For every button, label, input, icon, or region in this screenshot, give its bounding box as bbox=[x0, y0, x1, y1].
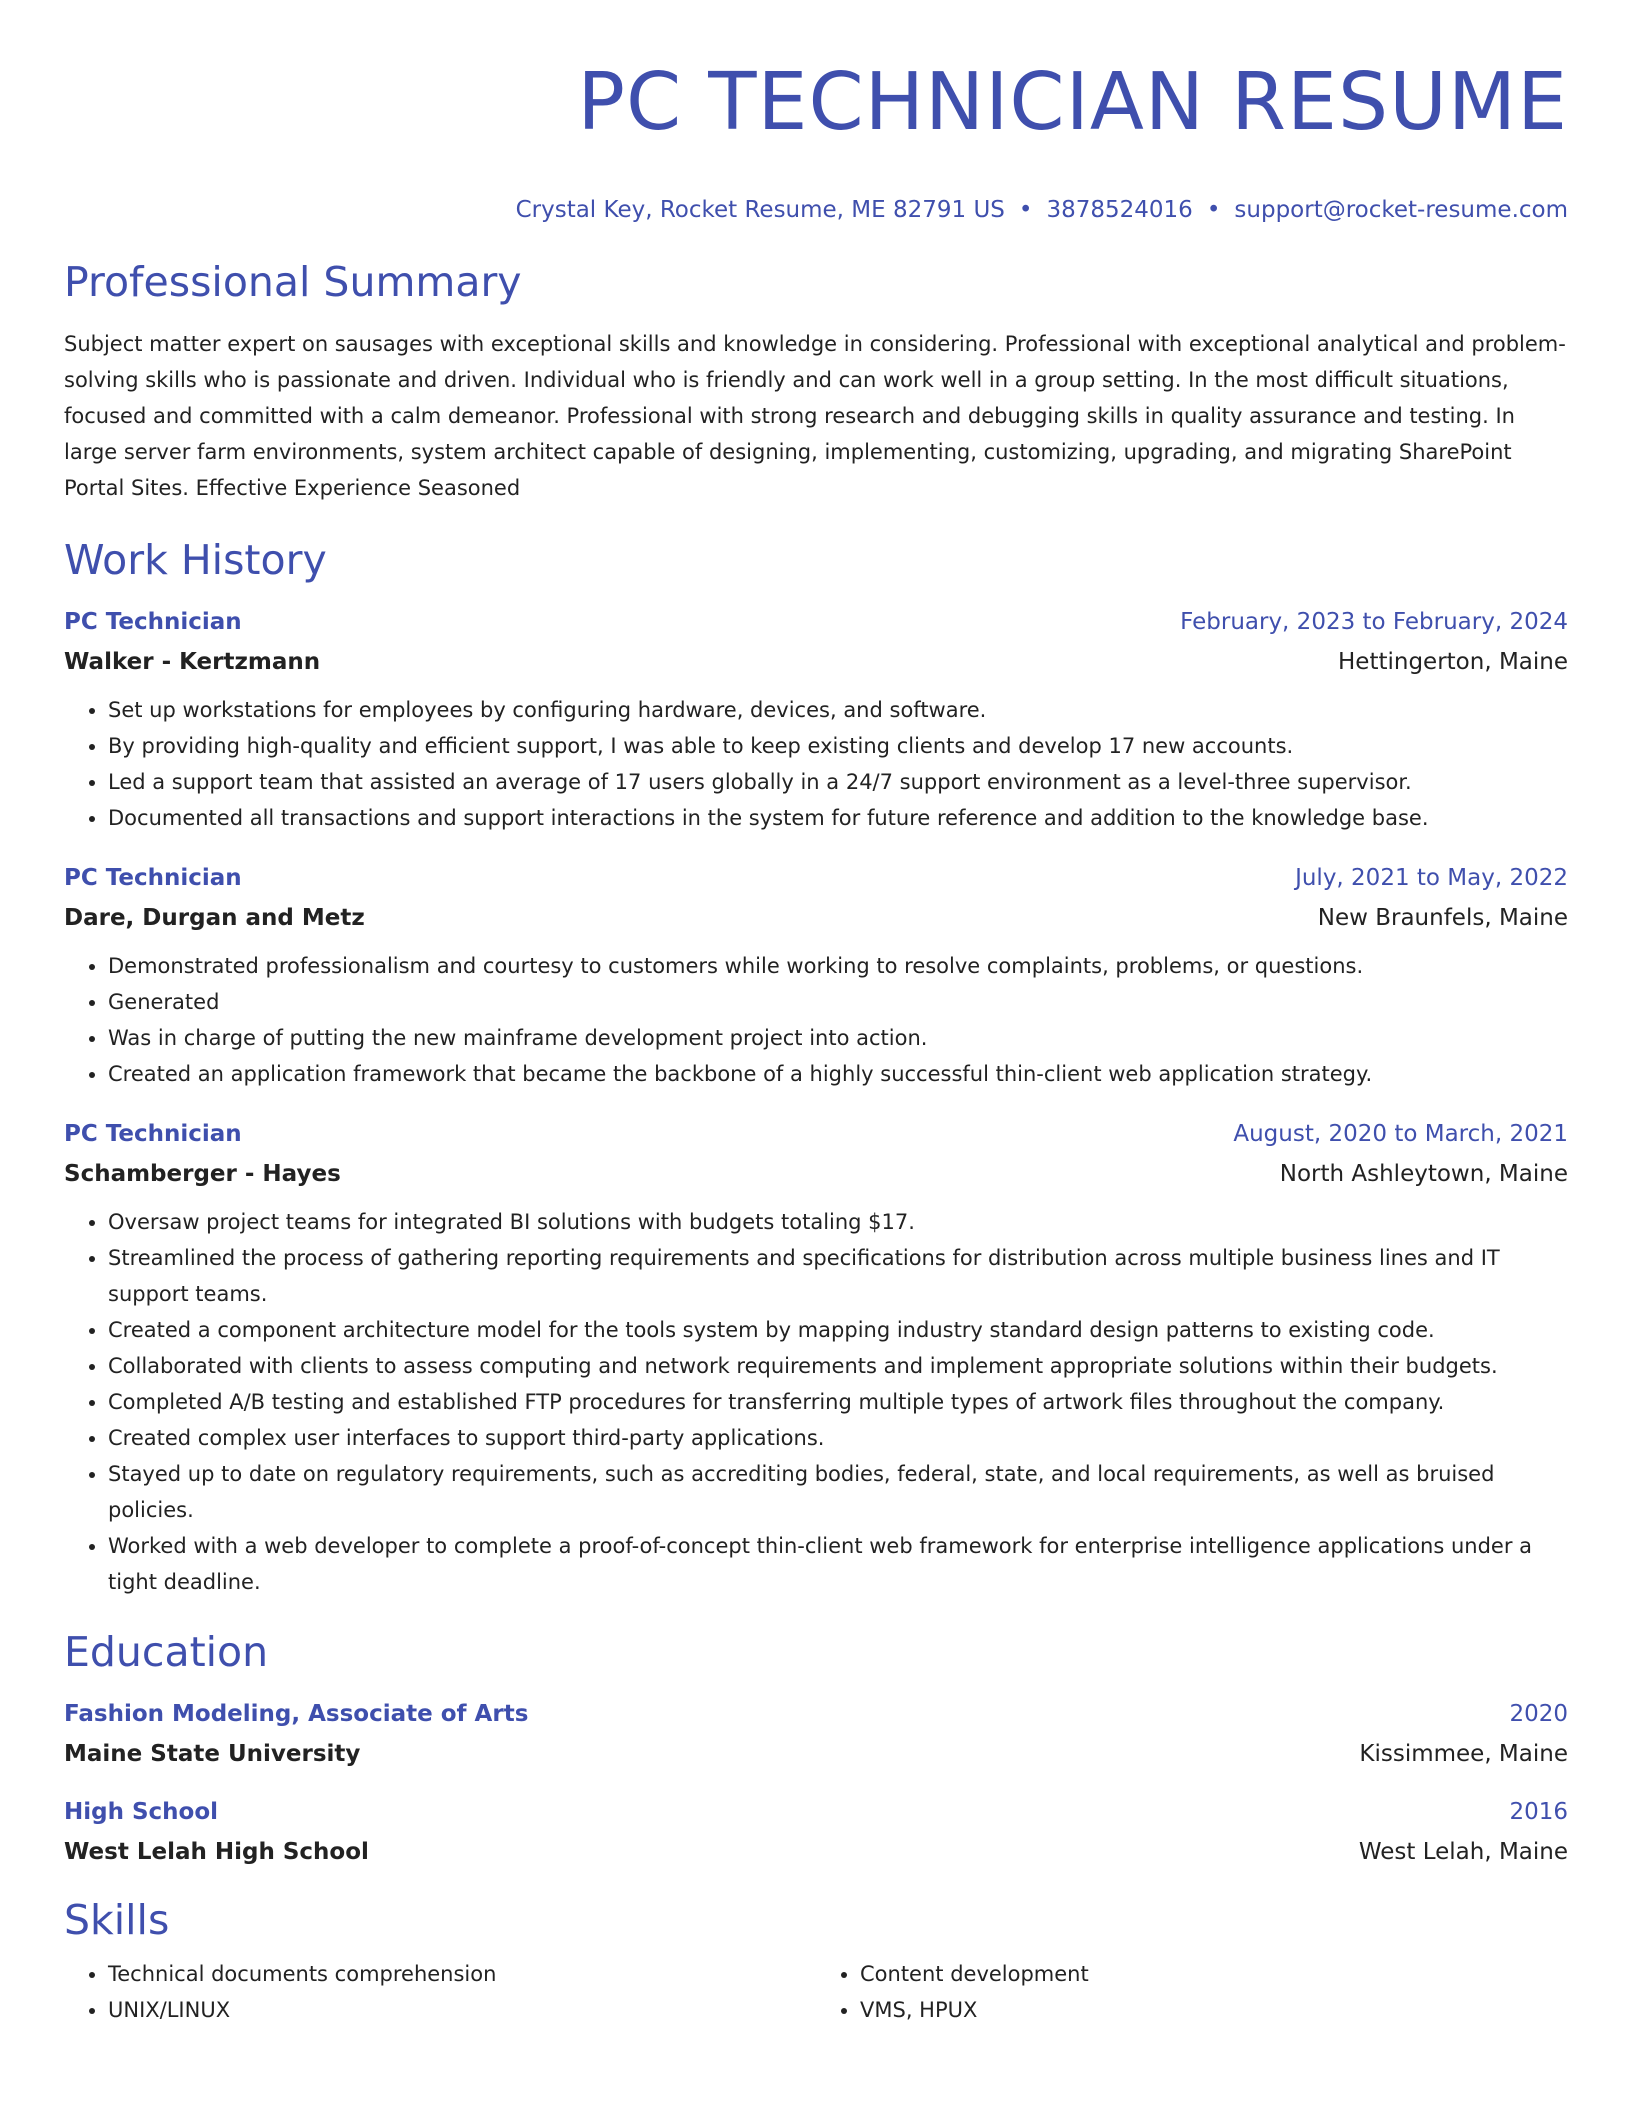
education-degree-row bbox=[64, 1698, 1568, 1730]
job-company-row bbox=[64, 1158, 1568, 1190]
job-company-row bbox=[64, 902, 1568, 934]
education-year: 2016 bbox=[1509, 1799, 1568, 1825]
job-company-row bbox=[64, 646, 1568, 678]
job-duty: • Generated bbox=[108, 984, 1568, 1020]
education-heading: Education bbox=[64, 1628, 269, 1676]
job-title-row bbox=[64, 606, 1568, 638]
education-degree-row bbox=[64, 1796, 1568, 1828]
resume-title: PC TECHNICIAN RESUME bbox=[577, 56, 1568, 148]
education-location: Kissimmee, Maine bbox=[1359, 1741, 1568, 1767]
education-location: West Lelah, Maine bbox=[1358, 1839, 1568, 1865]
job-duties-list bbox=[64, 948, 1568, 1092]
job-duty: • Worked with a web developer to complete a proof-of-concept thin-client web framework for enterprise intelligence applications under a tight deadline. bbox=[108, 1528, 1568, 1600]
job-entry bbox=[64, 862, 1568, 1092]
job-location: Hettingerton, Maine bbox=[1338, 649, 1568, 675]
job-duty: • Demonstrated professionalism and courtesy to customers while working to resolve complaints, problems, or questions. bbox=[108, 948, 1568, 984]
job-duty: • Completed A/B testing and established FTP procedures for transferring multiple types of artwork files throughout the company. bbox=[108, 1384, 1568, 1420]
job-duty: • Was in charge of putting the new mainframe development project into action. bbox=[108, 1020, 1568, 1056]
job-location: North Ashleytown, Maine bbox=[1279, 1161, 1568, 1187]
work-history-heading: Work History bbox=[64, 536, 327, 584]
job-dates: August, 2020 to March, 2021 bbox=[1233, 1121, 1568, 1147]
job-title: PC Technician bbox=[64, 865, 242, 891]
job-duties-list bbox=[64, 692, 1568, 836]
job-duty: • Created an application framework that became the backbone of a highly successful thin-client web application strategy. bbox=[108, 1056, 1568, 1092]
job-duty: • Led a support team that assisted an average of 17 users globally in a 24/7 support environment as a level-three supervisor. bbox=[108, 764, 1568, 800]
job-duty: • Created a component architecture model for the tools system by mapping industry standard design patterns to existing code. bbox=[108, 1312, 1568, 1348]
job-title: PC Technician bbox=[64, 609, 242, 635]
skills-grid bbox=[64, 1956, 1568, 2028]
education-entry bbox=[64, 1698, 1568, 1770]
education-school: West Lelah High School bbox=[64, 1839, 369, 1865]
job-duties-list bbox=[64, 1204, 1568, 1600]
education-school-row bbox=[64, 1738, 1568, 1770]
contact-address: Crystal Key, Rocket Resume, ME 82791 US bbox=[515, 197, 1005, 223]
job-duty: • By providing high-quality and efficient support, I was able to keep existing clients and develop 17 new accounts. bbox=[108, 728, 1568, 764]
job-duty: • Created complex user interfaces to support third-party applications. bbox=[108, 1420, 1568, 1456]
education-school: Maine State University bbox=[64, 1741, 361, 1767]
job-company: Dare, Durgan and Metz bbox=[64, 905, 365, 931]
job-duty: • Stayed up to date on regulatory requirements, such as accrediting bodies, federal, state, and local requirements, as well as bruised policies. bbox=[108, 1456, 1568, 1528]
job-duty: • Oversaw project teams for integrated BI solutions with budgets totaling $17. bbox=[108, 1204, 1568, 1240]
skill-item: • Technical documents comprehension bbox=[108, 1956, 816, 1992]
education-school-row bbox=[64, 1836, 1568, 1868]
contact-line bbox=[64, 194, 1568, 226]
skills-list-left bbox=[64, 1956, 816, 2028]
job-duty: • Streamlined the process of gathering reporting requirements and specifications for distribution across multiple business lines and IT support teams. bbox=[108, 1240, 1568, 1312]
education-degree: Fashion Modeling, Associate of Arts bbox=[64, 1701, 529, 1727]
job-title: PC Technician bbox=[64, 1121, 242, 1147]
summary-text: Subject matter expert on sausages with exceptional skills and knowledge in considering. Professional with exceptional analytical and problem-solving skills who is passionate and driven. Individual who is friendly and can work well in a group setting. In the most difficult situations, focused and committed with a calm demeanor. Professional with strong research and debugging skills in quality assurance and testing. In large server farm environments, system architect capable of designing, implementing, customizing, upgrading, and migrating SharePoint Portal Sites. Effective Experience Seasoned bbox=[64, 332, 1566, 500]
education-year: 2020 bbox=[1509, 1701, 1568, 1727]
job-duty: • Collaborated with clients to assess computing and network requirements and implement appropriate solutions within their budgets. bbox=[108, 1348, 1568, 1384]
job-company: Walker - Kertzmann bbox=[64, 649, 321, 675]
contact-phone: 3878524016 bbox=[1046, 197, 1193, 223]
education-degree: High School bbox=[64, 1799, 219, 1825]
contact-separator: • bbox=[1018, 197, 1033, 223]
skills-list-right bbox=[816, 1956, 1568, 2028]
job-company: Schamberger - Hayes bbox=[64, 1161, 341, 1187]
skill-item: • UNIX/LINUX bbox=[108, 1992, 816, 2028]
summary-heading: Professional Summary bbox=[64, 258, 522, 306]
education-entry bbox=[64, 1796, 1568, 1868]
job-title-row bbox=[64, 862, 1568, 894]
job-location: New Braunfels, Maine bbox=[1317, 905, 1568, 931]
job-entry bbox=[64, 1118, 1568, 1600]
job-duty: • Documented all transactions and support interactions in the system for future reference and addition to the knowledge base. bbox=[108, 800, 1568, 836]
job-dates: February, 2023 to February, 2024 bbox=[1180, 609, 1568, 635]
skill-item: • VMS, HPUX bbox=[860, 1992, 1568, 2028]
job-title-row bbox=[64, 1118, 1568, 1150]
contact-email: support@rocket-resume.com bbox=[1234, 197, 1568, 223]
job-entry bbox=[64, 606, 1568, 836]
skill-item: • Content development bbox=[860, 1956, 1568, 1992]
job-duty: • Set up workstations for employees by configuring hardware, devices, and software. bbox=[108, 692, 1568, 728]
contact-separator: • bbox=[1206, 197, 1221, 223]
job-dates: July, 2021 to May, 2022 bbox=[1295, 865, 1568, 891]
skills-heading: Skills bbox=[64, 1896, 170, 1944]
